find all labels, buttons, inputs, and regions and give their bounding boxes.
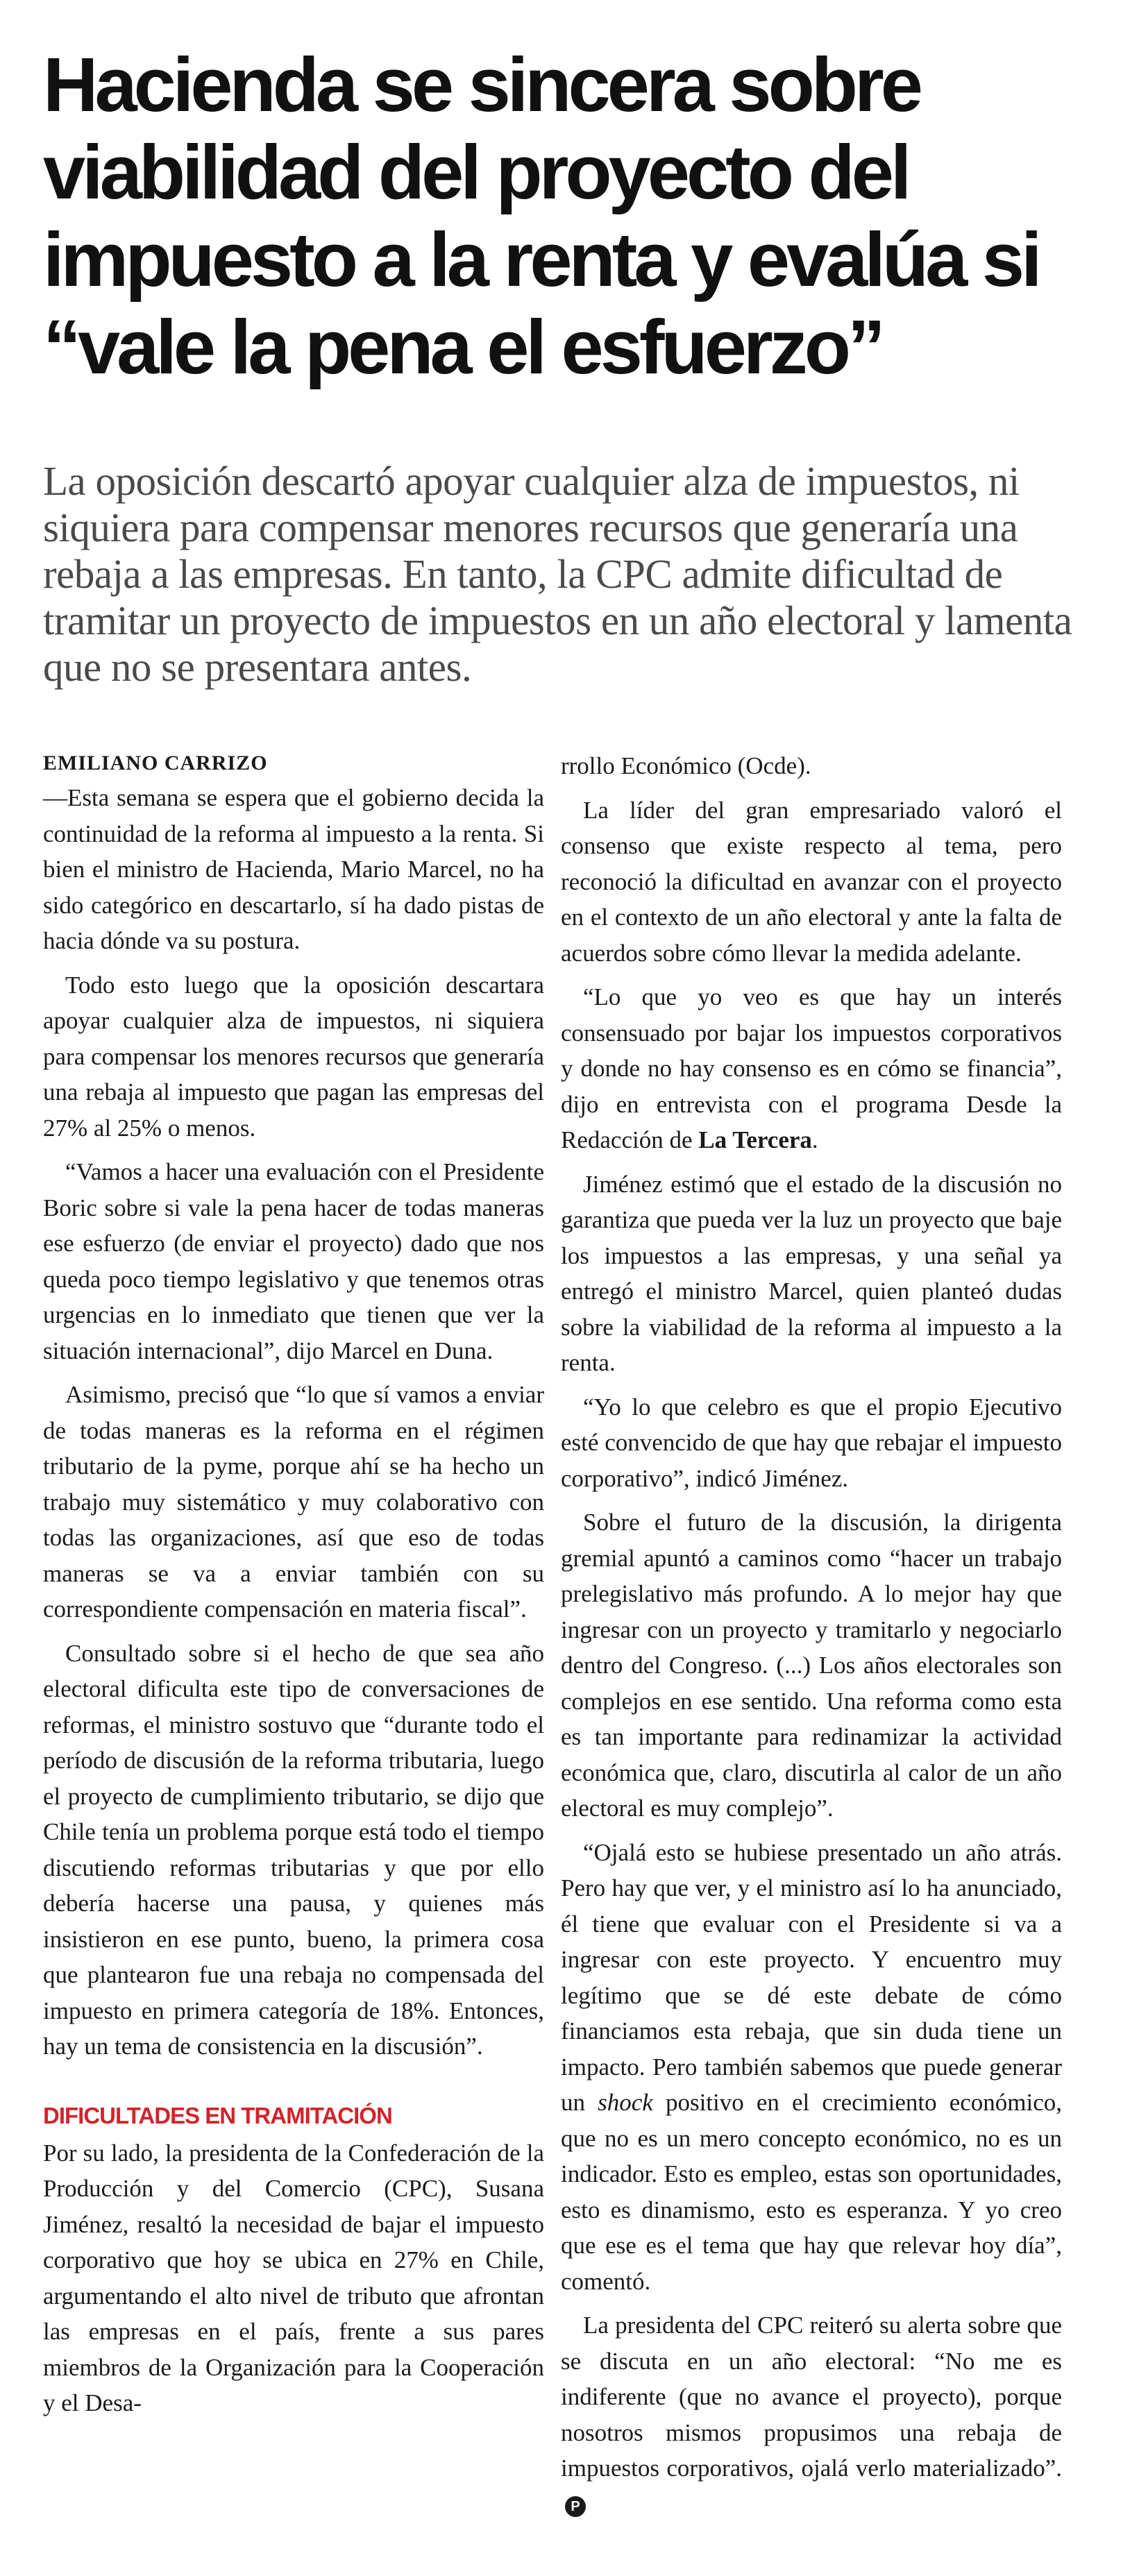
section-subhead: DIFICULTADES EN TRAMITACIÓN: [43, 2102, 392, 2128]
paragraph: La líder del gran empresariado valoró el consenso que existe respecto al tema, pero reconoció la dificultad en avanzar con el proyecto en el contexto de un año electoral y ante la falta de acuerdos sobre cómo llevar la medida adelante.: [561, 796, 1062, 967]
paragraph-text: La presidenta del CPC reiteró su alerta sobre que se discuta en un año electoral: “No me es indiferente (que no avance el proyecto), porque nosotros mismos propusimos una rebaja de impuestos corporativos, ojalá verlo materializado”.: [561, 2312, 1062, 2482]
paragraph: Asimismo, precisó que “lo que sí vamos a enviar de todas maneras es la reforma en el régimen tributario de la pyme, porque ahí se ha hecho un trabajo muy sistemático y muy colaborativo con todas las organizaciones, así que eso de todas maneras se va a enviar también con su correspondiente compensación en materia fiscal”.: [43, 1381, 544, 1622]
headline: Hacienda se sincera sobre viabilidad del proyecto del impuesto a la renta y evalúa si “vale la pena el esfuerzo”: [43, 42, 1039, 390]
paragraph: “Yo lo que celebro es que el propio Ejecutivo esté convencido de que hay que rebajar el impuesto corporativo”, indicó Jiménez.: [561, 1393, 1062, 1492]
paragraph: “Vamos a hacer una evaluación con el Presidente Boric sobre si vale la pena hacer de todas maneras ese esfuerzo (de enviar el proyecto) dado que nos queda poco tiempo legislativo y que tenemos otras urgencias en lo inmediato que tienen que ver la situación internacional”, dijo Marcel en Duna.: [43, 1158, 544, 1364]
byline: EMILIANO CARRIZO: [43, 752, 268, 774]
paragraph: Consultado sobre si el hecho de que sea año electoral dificulta este tipo de conversaciones de reformas, el ministro sostuvo que “durante todo el período de discusión de la reforma tributaria, luego el proyecto de cumplimiento tributario, se dijo que Chile tenía un problema porque está todo el tiempo discutiendo reformas tributarias y que por ello debería hacerse una pausa, y quienes más insistieron en ese punto, bueno, la primera cosa que plantearon fue una rebaja no compensada del impuesto en primera categoría de 18%. Entonces, hay un tema de consistencia en la discusión”.: [43, 1639, 544, 2060]
right-column: [561, 748, 1062, 2530]
paragraph: [561, 1835, 1062, 2300]
newspaper-name: La Tercera: [698, 1126, 812, 1153]
paragraph: Por su lado, la presidenta de la Confederación de la Producción y del Comercio (CPC), Susana Jiménez, resaltó la necesidad de bajar el impuesto corporativo que hoy se ubica en 27% en Chile, argumentando el alto nivel de tributo que afrontan las empresas en el país, frente a sus pares miembros de la Organización para la Cooperación y el Desa-: [43, 2139, 544, 2416]
paragraph: [561, 979, 1062, 1158]
paragraph-text: “Lo que yo veo es que hay un interés consensuado por bajar los impuestos corporativos y donde no hay consenso es en cómo se financia”, dijo en entrevista con el programa Desde la Redacción de: [561, 983, 1062, 1153]
paragraph: Todo esto luego que la oposición descartara apoyar cualquier alza de impuestos, ni siquiera para compensar los menores recursos que generaría una rebaja al impuesto que pagan las empresas del 27% al 25% o menos.: [43, 971, 544, 1142]
deck-summary: La oposición descartó apoyar cualquier alza de impuestos, ni siquiera para compensar menores recursos que generaría una rebaja a las empresas. En tanto, la CPC admite dificultad de tramitar un proyecto de impuestos en un año electoral y lamenta que no se presentara antes.: [43, 458, 1072, 690]
end-of-article-icon: P: [565, 2496, 586, 2517]
left-column: [43, 748, 544, 2430]
paragraph: —Esta semana se espera que el gobierno decida la continuidad de la reforma al impuesto a la renta. Si bien el ministro de Hacienda, Mario Marcel, no ha sido categórico en descartarlo, sí ha dado pistas de hacia dónde va su postura.: [43, 784, 544, 954]
emphasis-word: shock: [598, 2089, 653, 2116]
paragraph: Jiménez estimó que el estado de la discusión no garantiza que pueda ver la luz un proyecto que baje los impuestos a las empresas, y una señal ya entregó el ministro Marcel, quien planteó dudas sobre la viabilidad de la reforma al impuesto a la renta.: [561, 1170, 1062, 1376]
paragraph-text: “Ojalá esto se hubiese presentado un año atrás. Pero hay que ver, y el ministro así lo ha anunciado, él tiene que evaluar con el Presidente si va a ingresar con este proyecto. Y encuentro muy legítimo que se dé este debate de cómo financiamos esta rebaja, que sin duda tiene un impacto. Pero también sabemos que puede generar un: [561, 1838, 1062, 2116]
paragraph: [561, 2307, 1062, 2522]
paragraph: Sobre el futuro de la discusión, la dirigenta gremial apuntó a caminos como “hacer un trabajo prelegislativo más profundo. A lo mejor hay que ingresar con un proyecto y tramitarlo y negociarlo dentro del Congreso. (...) Los años electorales son complejos en ese sentido. Una reforma como esta es tan importante para redinamizar la actividad económica que, claro, discutirla al calor de un año electoral es muy complejo”.: [561, 1509, 1062, 1822]
paragraph-end: .: [811, 1126, 818, 1153]
paragraph-text: positivo en el crecimiento económico, que no es un mero concepto económico, no es un indicador. Esto es empleo, estas son oportunidades, esto es dinamismo, esto es esperanza. Y yo creo que ese es el tema que hay que relevar hoy día”, comentó.: [561, 2089, 1062, 2295]
paragraph-continuation: rrollo Económico (Ocde).: [561, 752, 811, 779]
